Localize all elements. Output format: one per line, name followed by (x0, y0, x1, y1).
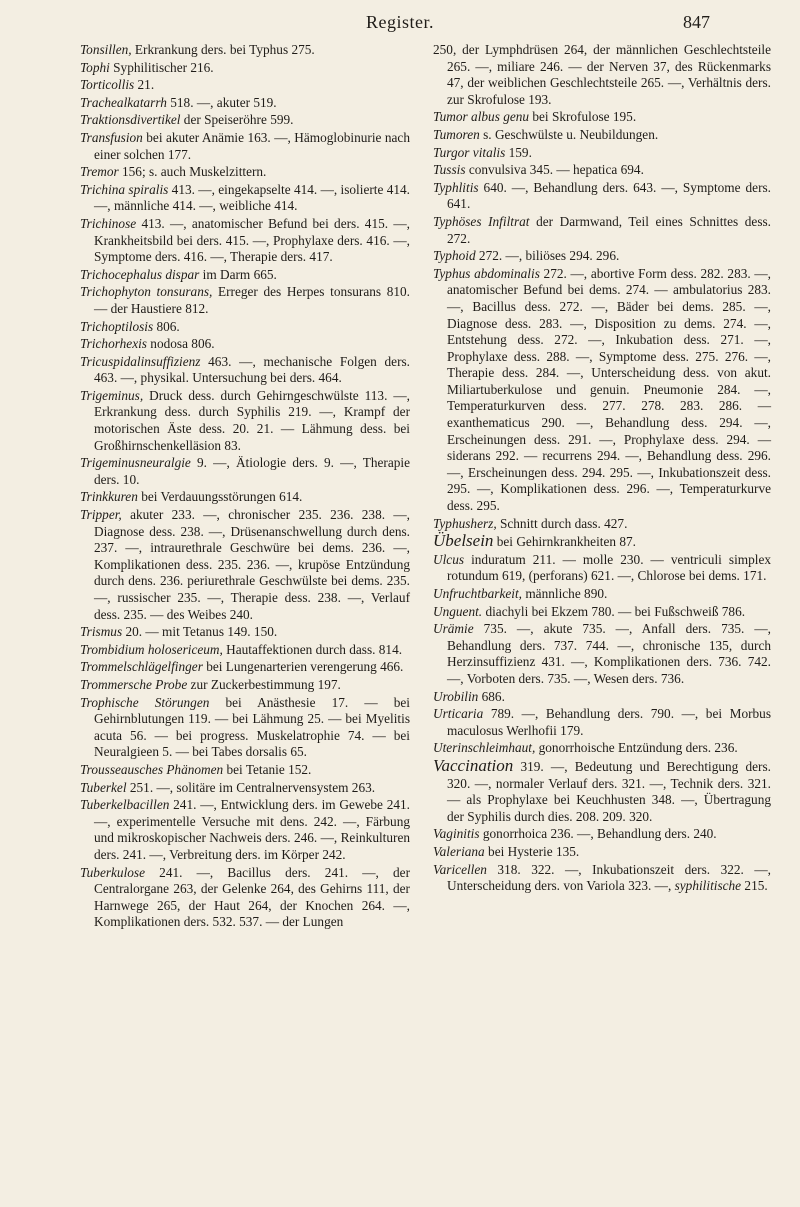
index-entry (80, 659, 410, 676)
index-term: Typhlitis (433, 179, 479, 195)
index-references: 250, der Lymphdrüsen 264, der männlichen Geschlechtsteile 265. —, miliare 246. — der Nerven 37, des Rückenmarks 47, der weiblichen Geschlechtsteile 265. —, Verhältnis ders. zur Skrofulose 193. (433, 42, 771, 107)
index-entry (80, 797, 410, 863)
index-references: zur Zuckerbestimmung 197. (187, 676, 341, 692)
index-term: Trinkkuren (80, 489, 138, 505)
index-references: bei akuter Anämie 163. —, Hämoglobinurie nach einer solchen 177. (94, 129, 410, 162)
index-term: Trommersche Probe (80, 676, 188, 692)
index-entry (433, 180, 771, 213)
index-entry (433, 109, 771, 126)
index-term: Trichophyton tonsurans, (80, 284, 213, 300)
index-references: 806. (153, 318, 180, 334)
index-entry (433, 689, 771, 706)
index-entry (433, 740, 771, 757)
index-references: Erkrankung ders. bei Typhus 275. (131, 42, 315, 57)
index-term: Vaccination (433, 755, 514, 775)
index-references: Erreger des Herpes tonsurans 810. — der Haustiere 812. (94, 284, 410, 316)
index-references: akuter 233. —, chronischer 235. 236. 238. —, Diagnose dess. 238. —, Drüsenanschwellung durch dens. 237. —, intraurethrale Geschwüre bei dems. 236. —, Komplikationen dess. 235. 236. —, krupöse Entzündung durch dens. 236. periurethrale Geschwülste bei dems. 235. —, russischer 235. —, Therapie dess. 238. —, Verlauf dess. 235. — des Weibes 240. (94, 507, 410, 622)
index-term: Tuberkulose (80, 864, 146, 880)
index-entry (433, 706, 771, 739)
index-entry (80, 336, 410, 353)
index-entry (80, 865, 410, 931)
index-references: gonorrhoische Entzündung ders. 236. (535, 740, 738, 756)
index-references: 789. —, Behandlung ders. 790. —, bei Morbus maculosus Werlhofii 179. (447, 706, 771, 738)
index-references: der Speiseröhre 599. (180, 112, 294, 128)
index-term: Tripper, (80, 507, 122, 523)
index-term: Unfruchtbarkeit, (433, 586, 523, 601)
index-entry (80, 319, 410, 336)
index-references: bei Hysterie 135. (484, 843, 580, 859)
index-references: 318. 322. —, Inkubationszeit ders. 322. —, Unterscheidung ders. von Variola 323. —, (447, 861, 771, 894)
index-term: Transfusion (80, 129, 143, 145)
index-references: 272. —, abortive Form dess. 282. 283. —, anatomischer Befund bei dems. 274. — ambulatorius 283. —, Bacillus dess. 272. —, Bäder bei dems. 285. —, Diagnose dess. 283. —, Disposition zu dems. 274. —, Entstehung dess. 272. —, Inkubation dess. 271. —, Prophylaxe dess. 288. —, Symptome dess. 275. 276. —, Therapie dess. 284. —, Unterscheidung dess. von akut. Miliartuberkulose und genuin. Pneumonie 284. —, Temperaturkurven dess. 277. 278. 283. 286. — exanthematicus 290. —, Behandlung dess. 294. —, Erscheinungen dess. 291. —, Prophylaxe dess. 294. — siderans 292. — recurrens 294. —, Behandlung dess. 296. —, Erscheinungen dess. 294. 295. —, Inkubationszeit dess. 295. —, Komplikationen dess. 296. —, Temperaturkurve dess. 295. (447, 265, 771, 514)
index-entry (433, 844, 771, 861)
index-term: Uterinschleimhaut, (433, 740, 536, 756)
index-term: Tussis (433, 162, 466, 178)
index-term: Typhusherz, (433, 515, 497, 531)
index-entry (80, 284, 410, 317)
index-entry (433, 826, 771, 843)
index-term: Torticollis (80, 77, 135, 93)
index-term: Trousseausches Phänomen (80, 761, 224, 777)
index-references: männliche 890. (522, 586, 608, 601)
index-term: Ulcus (433, 551, 465, 567)
index-term: Typhöses Infiltrat (433, 213, 530, 229)
index-entry (433, 42, 771, 108)
index-term: Trommelschlägelfinger (80, 659, 203, 675)
index-references: bei Lungenarterien verengerung 466. (202, 659, 404, 675)
index-references: Syphilitischer 216. (109, 59, 214, 75)
index-term: Trichocephalus dispar (80, 266, 200, 282)
index-entry (80, 112, 410, 129)
index-references: bei Gehirnkrankheiten 87. (493, 534, 636, 550)
index-term: Trigeminusneuralgie (80, 455, 191, 471)
index-term: Trichoptilosis (80, 318, 154, 334)
index-entry (80, 182, 410, 215)
index-term: Trichorhexis (80, 336, 147, 352)
index-entry (80, 216, 410, 266)
index-references: 413. —, eingekapselte 414. —, isolierte 414. —, männliche 414. —, weibliche 414. (94, 181, 410, 214)
index-entry (80, 677, 410, 694)
index-term: Varicellen (433, 861, 487, 877)
index-term: Typhoid (433, 248, 476, 264)
index-entry (433, 516, 771, 533)
index-entry (80, 780, 410, 797)
index-term: Trichina spiralis (80, 181, 169, 197)
index-entry (80, 60, 410, 77)
index-references: Druck dess. durch Gehirngeschwülste 113. —, Erkrankung dess. durch Syphilis 219. —, Krampf der motorischen Äste dess. 20. 21. — Lähmung dess. bei Großhirnschenkelläsion 83. (94, 387, 410, 453)
index-entry (433, 862, 771, 895)
index-term: Urämie (433, 621, 474, 637)
index-term: Trichinose (80, 215, 137, 231)
index-references: nodosa 806. (146, 336, 215, 352)
index-term: Traktionsdivertikel (80, 112, 181, 128)
index-term: Tremor (80, 164, 119, 180)
index-entry (80, 130, 410, 163)
index-term: Tricuspidalinsuffizienz (80, 353, 201, 369)
index-term: Valeriana (433, 843, 485, 859)
index-entry (433, 621, 771, 687)
index-term: Turgor vitalis (433, 144, 506, 160)
page-number: 847 (683, 12, 710, 32)
index-references: 241. —, Bacillus ders. 241. —, der Centralorgane 263, der Gelenke 264, des Gehirns 111, der Harnwege 265, der Haut 264, der Knochen 264. —, Komplikationen ders. 532. 537. — der Lungen (94, 864, 410, 930)
index-entry (80, 695, 410, 761)
index-references: bei Skrofulose 195. (529, 109, 637, 125)
index-references: s. Geschwülste u. Neubildungen. (479, 126, 659, 142)
index-entry (433, 214, 771, 247)
index-entry (433, 127, 771, 144)
index-entry (433, 145, 771, 162)
index-references: 251. —, solitäre im Centralnervensystem 263. (126, 779, 376, 795)
index-entry (80, 455, 410, 488)
index-term: Trombidium holosericeum, (80, 641, 223, 657)
index-references: im Darm 665. (199, 266, 277, 282)
index-entry (80, 95, 410, 112)
index-entry (80, 42, 410, 59)
index-entry (433, 248, 771, 265)
index-entry (80, 624, 410, 641)
index-references: convulsiva 345. — hepatica 694. (465, 162, 644, 178)
index-term: Tumor albus genu (433, 109, 530, 125)
index-entry (80, 642, 410, 659)
index-references: 241. —, Entwicklung ders. im Gewebe 241. —, experimentelle Versuche mit dens. 242. —, Färbung und mikroskopischer Nachweis ders. 246. —, Reinkulturen ders. 241. —, Verbreitung ders. im Körper 242. (94, 797, 410, 862)
index-term: Unguent. (433, 603, 483, 619)
index-references: 21. (134, 77, 155, 93)
index-references: 215. (741, 878, 768, 894)
index-entry (433, 162, 771, 179)
index-entry (433, 266, 771, 515)
index-term: Tuberkelbacillen (80, 797, 170, 813)
index-term: Vaginitis (433, 826, 480, 842)
index-entry (433, 755, 771, 825)
index-entry (80, 507, 410, 623)
index-entry (80, 354, 410, 387)
index-term: Urticaria (433, 706, 484, 722)
index-references: 156; s. auch Muskelzittern. (118, 164, 267, 180)
index-references: 319. —, Bedeutung und Berechtigung ders. 320. —, normaler Verlauf ders. 321. —, Technik ders. 321. — als Prophylaxe bei Keuchhusten 348. —, Übertragung der Syphilis durch dies. 208. 209. 320. (447, 758, 771, 824)
index-entry (433, 604, 771, 621)
index-references: 20. — mit Tetanus 149. 150. (122, 624, 278, 640)
index-entry (80, 77, 410, 94)
index-term: Tophi (80, 59, 110, 75)
running-title: Register. (366, 12, 434, 32)
index-references: 640. —, Behandlung ders. 643. —, Symptome ders. 641. (447, 179, 771, 212)
index-references: 413. —, anatomischer Befund bei ders. 415. —, Krankheitsbild bei ders. 415. —, Prophylaxe ders. 416. —, Symptome ders. 416. —, Therapie ders. 417. (94, 215, 410, 265)
index-references: 463. —, mechanische Folgen ders. 463. —, physikal. Untersuchung bei ders. 464. (94, 353, 410, 386)
index-term: Trismus (80, 624, 123, 640)
index-term: Trachealkatarrh (80, 94, 167, 110)
index-term: Trigeminus, (80, 387, 144, 403)
index-references: 272. —, biliöses 294. 296. (475, 248, 620, 264)
index-term: Tumoren (433, 126, 480, 142)
index-column-right (433, 42, 771, 896)
index-references: induratum 211. — molle 230. — ventriculi simplex rotundum 619, (perforans) 621. —, Chlorose bei dems. 171. (447, 551, 771, 584)
index-references: der Darmwand, Teil eines Schnittes dess. 272. (447, 213, 771, 246)
index-term: syphilitische (674, 878, 742, 894)
index-term: Urobilin (433, 688, 479, 704)
index-references: bei Tetanie 152. (223, 761, 312, 777)
index-entry (433, 552, 771, 585)
index-entry (80, 388, 410, 454)
index-entry (80, 164, 410, 181)
index-entry (80, 762, 410, 779)
page-header (0, 12, 800, 38)
index-references: diachyli bei Ekzem 780. — bei Fußschweiß 786. (482, 603, 746, 619)
index-entry (433, 533, 771, 551)
index-entry (433, 586, 771, 603)
index-term: Tonsillen, (80, 42, 132, 57)
index-column-left (80, 42, 410, 932)
index-entry (80, 267, 410, 284)
index-references: Hautaffektionen durch dass. 814. (222, 641, 403, 657)
index-term: Tuberkel (80, 779, 127, 795)
index-references: gonorrhoica 236. —, Behandlung ders. 240. (479, 826, 717, 842)
index-term: Trophische Störungen (80, 694, 210, 710)
index-references: 735. —, akute 735. —, Anfall ders. 735. —, Behandlung ders. 737. 744. —, chronische 135, durch Herzinsuffizienz 431. —, Komplikationen ders. 736. 742. —, Vorboten ders. 735. —, Wesen ders. 736. (447, 621, 771, 686)
index-references: 686. (478, 688, 505, 704)
index-references: 518. —, akuter 519. (166, 94, 277, 110)
index-entry (80, 489, 410, 506)
index-references: 159. (505, 144, 532, 160)
index-references: 9. —, Ätiologie ders. 9. —, Therapie ders. 10. (94, 455, 410, 487)
index-references: Schnitt durch dass. 427. (496, 515, 628, 531)
index-references: bei Anästhesie 17. — bei Gehirnblutungen 119. — bei Lähmung 25. — bei Myelitis acuta 56. — bei progress. Muskelatrophie 74. — bei Neuralgieen 5. — bei Tabes dorsalis 65. (94, 694, 410, 760)
index-term: Typhus abdominalis (433, 265, 540, 281)
index-term: Übelsein (433, 531, 494, 551)
index-references: bei Verdauungsstörungen 614. (137, 489, 303, 505)
